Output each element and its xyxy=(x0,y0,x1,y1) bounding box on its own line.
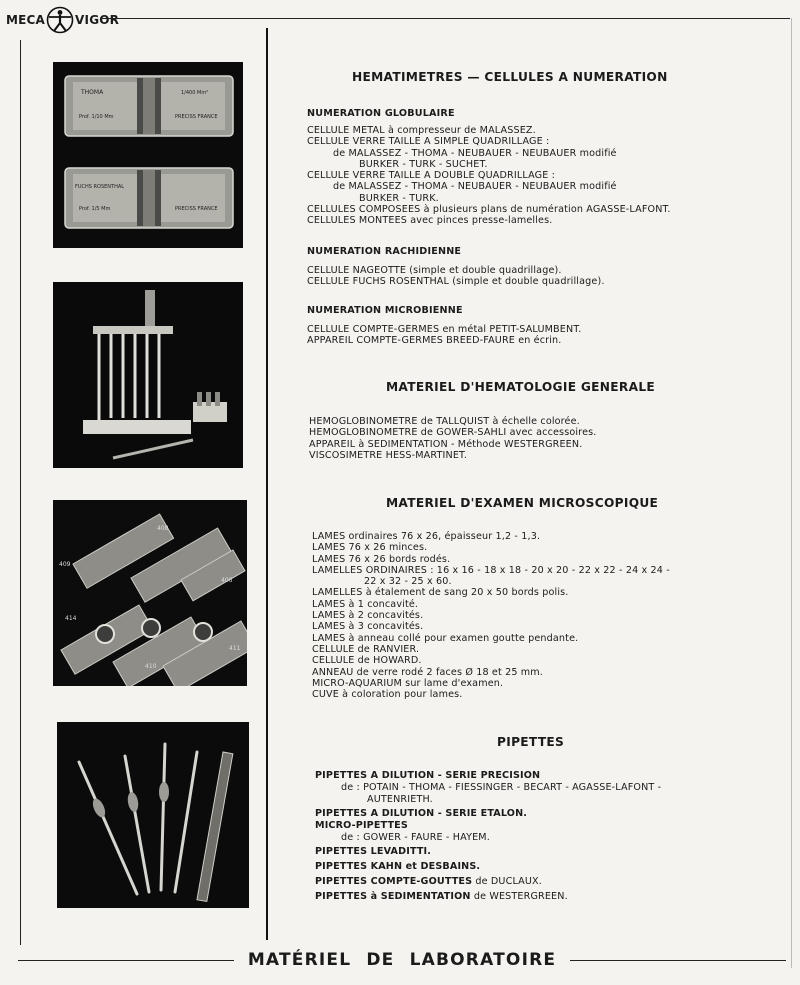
photo-pipettes xyxy=(57,722,249,908)
slide1-right-sub: PRECISS FRANCE xyxy=(175,114,218,120)
list-item xyxy=(315,832,661,844)
list-item: CELLULE COMPTE-GERMES en métal PETIT-SALUMBENT. xyxy=(307,324,582,335)
footer-banner xyxy=(18,945,786,975)
list-numeration-microbienne xyxy=(307,324,581,347)
slide1-left-sub: Prof. 1/10 Mm xyxy=(79,114,114,120)
item-bold: PIPETTES A DILUTION - SERIE PRECISION xyxy=(315,770,541,781)
list-item: MICRO-AQUARIUM sur lame d'examen. xyxy=(312,677,504,689)
sedimentation-illustration xyxy=(53,282,243,468)
list-item: BURKER - TURK - SUCHET. xyxy=(359,158,488,170)
list-item: HEMOGLOBINOMETRE de TALLQUIST à échelle colorée. xyxy=(309,416,580,427)
section-title-hematimetres: HEMATIMETRES — CELLULES A NUMERATION xyxy=(352,70,668,84)
photo-microscope-slides xyxy=(53,500,247,686)
list-item: LAMES à 3 concavités. xyxy=(312,621,424,633)
slide2-right-sub: PRECISS FRANCE xyxy=(175,206,218,212)
list-item: APPAREIL à SEDIMENTATION - Méthode WESTERGREEN. xyxy=(309,438,583,450)
list-item: LAMES à 1 concavité. xyxy=(312,598,419,610)
list-item xyxy=(315,820,661,832)
list-item: HEMOGLOBINOMETRE de GOWER-SAHLI avec accessoires. xyxy=(309,427,597,439)
list-item: LAMES 76 x 26 bords rodés. xyxy=(312,553,451,565)
slide-number-409: 409 xyxy=(59,561,71,568)
slide-number-414: 414 xyxy=(65,615,77,622)
section-title-examen-microscopique: MATERIEL D'EXAMEN MICROSCOPIQUE xyxy=(386,496,659,510)
right-rule xyxy=(791,18,792,968)
list-item xyxy=(315,876,661,888)
list-item xyxy=(315,794,661,806)
list-item: de MALASSEZ - THOMA - NEUBAUER - NEUBAUER modifié xyxy=(333,181,617,193)
section-title-pipettes: PIPETTES xyxy=(497,735,565,749)
slide-number-410: 410 xyxy=(145,663,157,670)
item-rest: de : POTAIN - THOMA - FIESSINGER - BECART - AGASSE-LAFONT - xyxy=(341,781,662,793)
list-numeration-globulaire xyxy=(307,125,671,227)
item-bold: PIPETTES A DILUTION - SERIE ETALON. xyxy=(315,807,528,819)
top-rule xyxy=(100,18,790,19)
list-item: de MALASSEZ - THOMA - NEUBAUER - NEUBAUER modifié xyxy=(333,147,617,159)
list-item: CELLULES MONTEES avec pinces presse-lamelles. xyxy=(307,215,553,227)
list-item: LAMES 76 x 26 minces. xyxy=(312,542,428,554)
list-item: BURKER - TURK. xyxy=(359,192,439,204)
item-rest: de DUCLAUX. xyxy=(472,876,542,888)
list-item: VISCOSIMETRE HESS-MARTINET. xyxy=(309,449,468,461)
list-item: CELLULE VERRE TAILLE A DOUBLE QUADRILLAGE : xyxy=(307,170,555,182)
vitruvian-emblem-icon xyxy=(46,6,74,34)
list-item: CELLULE VERRE TAILLE A SIMPLE QUADRILLAGE : xyxy=(307,136,550,148)
list-item: LAMELLES ORDINAIRES : 16 x 16 - 18 x 18 - 20 x 20 - 22 x 22 - 24 x 24 - xyxy=(312,564,670,576)
logo-text-right: VIGOR xyxy=(75,13,120,27)
list-item: 22 x 32 - 25 x 60. xyxy=(364,576,452,588)
list-item xyxy=(315,808,661,820)
item-rest: de WESTERGREEN. xyxy=(470,891,568,903)
photo-sedimentation-apparatus xyxy=(53,282,243,468)
item-bold: PIPETTES KAHN et DESBAINS. xyxy=(315,861,481,873)
section-title-hematologie: MATERIEL D'HEMATOLOGIE GENERALE xyxy=(386,380,656,394)
footer-rule-right xyxy=(570,960,786,961)
counting-cells-illustration xyxy=(53,62,243,248)
slide1-right-label: 1/400 Mm² xyxy=(181,90,209,96)
item-bold: PIPETTES COMPTE-GOUTTES xyxy=(315,876,473,888)
list-item: CELLULE NAGEOTTE (simple et double quadrillage). xyxy=(307,265,562,276)
brand-logo xyxy=(6,6,119,34)
list-item: CUVE à coloration pour lames. xyxy=(312,689,463,701)
list-item: CELLULE FUCHS ROSENTHAL (simple et double quadrillage). xyxy=(307,276,605,288)
item-bold: PIPETTES LEVADITTI. xyxy=(315,846,432,858)
subtitle-numeration-globulaire: NUMERATION GLOBULAIRE xyxy=(307,108,455,119)
list-item: LAMES à anneau collé pour examen goutte pendante. xyxy=(312,632,579,644)
list-examen-microscopique xyxy=(312,531,670,700)
list-item: LAMES à 2 concavités. xyxy=(312,610,424,622)
logo-text-left: MECA xyxy=(6,13,46,27)
photo-counting-cells xyxy=(53,62,243,248)
slide-number-406: 406 xyxy=(221,577,233,584)
list-numeration-rachidienne xyxy=(307,265,605,288)
list-item xyxy=(315,770,661,782)
subtitle-numeration-microbienne: NUMERATION MICROBIENNE xyxy=(307,305,463,316)
slide1-left-label: THOMA xyxy=(81,89,104,96)
footer-title: MATÉRIEL DE LABORATOIRE xyxy=(247,950,557,970)
slide2-left-label: FUCHS ROSENTHAL xyxy=(75,184,125,190)
list-item xyxy=(315,846,661,858)
list-item: CELLULES COMPOSEES à plusieurs plans de numération AGASSE-LAFONT. xyxy=(307,204,671,216)
left-rule xyxy=(20,40,21,945)
item-rest: AUTENRIETH. xyxy=(367,793,433,805)
list-item: ANNEAU de verre rodé 2 faces Ø 18 et 25 mm. xyxy=(312,666,543,678)
list-item xyxy=(315,861,661,873)
list-item: APPAREIL COMPTE-GERMES BREED-FAURE en écrin. xyxy=(307,335,562,347)
slide-number-408: 408 xyxy=(157,525,169,532)
list-item: LAMES ordinaires 76 x 26, épaisseur 1,2 - 1,3. xyxy=(312,531,541,542)
list-pipettes xyxy=(315,770,661,903)
column-divider xyxy=(266,28,268,940)
slides-illustration xyxy=(53,500,247,686)
list-hematologie xyxy=(309,416,596,461)
subtitle-numeration-rachidienne: NUMERATION RACHIDIENNE xyxy=(307,246,462,257)
list-item xyxy=(315,782,661,794)
footer-rule-left xyxy=(18,960,234,961)
item-bold: PIPETTES à SEDIMENTATION xyxy=(315,891,471,903)
list-item: CELLULE METAL à compresseur de MALASSEZ. xyxy=(307,125,536,136)
list-item: CELLULE de RANVIER. xyxy=(312,643,420,655)
item-rest: de : GOWER - FAURE - HAYEM. xyxy=(341,831,490,843)
list-item: LAMELLES à étalement de sang 20 x 50 bords polis. xyxy=(312,587,569,599)
slide2-left-sub: Prof. 1/5 Mm xyxy=(79,206,111,212)
slide-number-411: 411 xyxy=(229,645,241,652)
list-item: CELLULE de HOWARD. xyxy=(312,655,422,667)
list-item xyxy=(315,891,661,903)
item-bold: MICRO-PIPETTES xyxy=(315,819,408,831)
fuchs-slide xyxy=(65,168,233,228)
pipettes-illustration xyxy=(57,722,249,908)
thoma-slide xyxy=(65,76,233,136)
